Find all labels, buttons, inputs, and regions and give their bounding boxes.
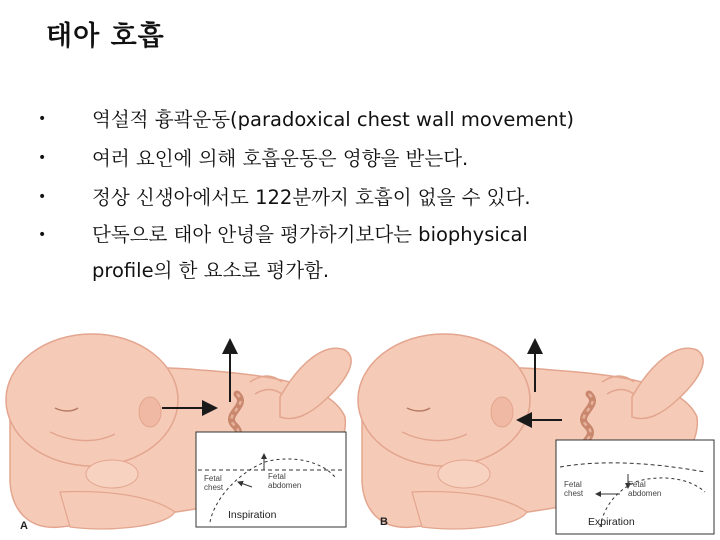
label-line: Fetal [204,474,222,483]
bullet-item [38,100,698,139]
fetal-breathing-illustration [0,322,720,540]
fetal-breathing-figure [0,322,720,540]
bullet-text: 정상 신생아에서도 122분까지 호흡이 없을 수 있다. [92,186,531,209]
bullet-text: 여러 요인에 의해 호흡운동은 영향을 받는다. [92,147,469,170]
label-line: abdomen [268,481,302,490]
bullet-text: 단독으로 태아 안녕을 평가하기보다는 biophysical [92,223,528,246]
bullet-item [38,139,698,178]
bullet-dot: • [38,189,47,205]
inset-caption-b: Expiration [588,516,635,528]
label-line: chest [564,489,584,498]
bullet-list [38,100,698,289]
bullet-item [38,178,698,217]
fetal-chest-label [204,474,223,492]
inset-caption-a: Inspiration [228,509,277,521]
label-line: Fetal [268,472,286,481]
bullet-text: 역설적 흉곽운동(paradoxical chest wall movement) [92,108,574,131]
bullet-text-continued: profile의 한 요소로 평가함. [92,259,330,282]
slide-title: 태아 호흡 [46,21,165,52]
fetal-abdomen-label [268,472,301,490]
fetal-chest-label [564,480,583,498]
label-line: Fetal [564,480,582,489]
label-line: Fetal [628,480,646,489]
label-line: abdomen [628,489,662,498]
label-line: chest [204,483,224,492]
panel-letter-a: A [20,520,28,532]
bullet-dot: • [38,150,47,166]
bullet-dot: • [38,111,47,127]
fetal-abdomen-label [628,480,661,498]
bullet-item [38,217,698,289]
panel-letter-b: B [380,516,388,528]
bullet-dot: • [38,227,47,243]
